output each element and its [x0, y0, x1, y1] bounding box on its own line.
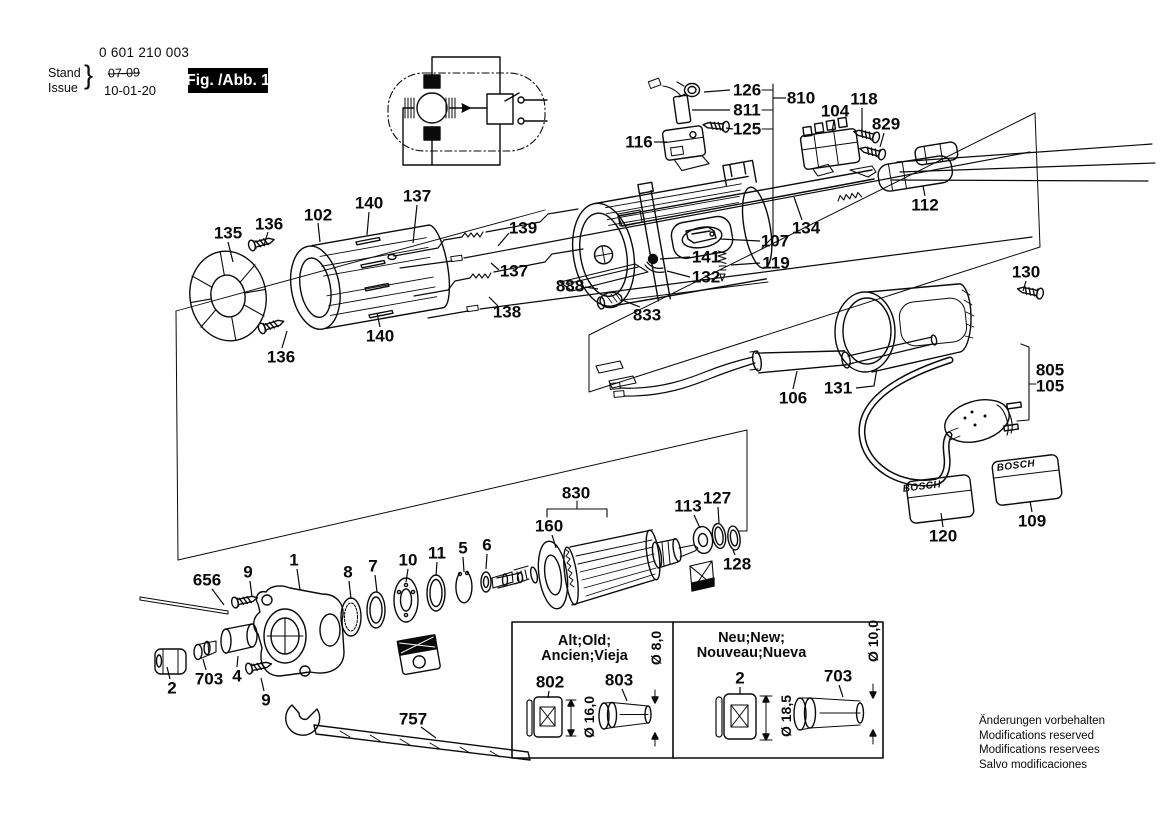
part-label-137: 137: [402, 186, 432, 206]
part-label-8: 8: [343, 562, 353, 582]
leader-line-140: [367, 212, 369, 235]
leader-line-829: [880, 133, 884, 147]
part-label-137: 137: [499, 261, 529, 281]
part-label-106: 106: [778, 388, 808, 408]
part-label-134: 134: [791, 218, 821, 238]
screw-136-top: [247, 234, 275, 251]
part-label-135: 135: [213, 223, 243, 243]
part-label-7: 7: [368, 556, 378, 576]
leader-line-127: [718, 507, 719, 523]
part-label-116: 116: [625, 132, 653, 152]
leader-line-7: [375, 575, 377, 592]
wiring-schematic-drawing: [388, 57, 547, 165]
leader-line-137: [413, 205, 417, 243]
part-label-10: 10: [398, 550, 418, 570]
legal-footer: [979, 714, 1105, 772]
leader-line-113: [694, 515, 700, 528]
collet-703: [194, 641, 216, 660]
leader-line-656: [212, 589, 224, 605]
part-label-127: 127: [702, 488, 732, 508]
part-label-830: 830: [561, 483, 591, 503]
leader-line-109: [1030, 501, 1032, 512]
part-label-4: 4: [232, 666, 242, 686]
leader-line-11: [436, 562, 437, 576]
part-label-136: 136: [254, 214, 284, 234]
leader-line-107: [720, 239, 760, 241]
part-label-5: 5: [458, 538, 468, 558]
part-label-888: 888: [555, 276, 585, 296]
leader-line-1: [297, 569, 300, 590]
terminal-block: [690, 561, 714, 591]
part-label-2: 2: [167, 678, 177, 698]
leader-line-119: [731, 263, 760, 265]
part-label-113: 113: [674, 496, 702, 516]
part-label-6: 6: [482, 535, 492, 555]
part-label-9: 9: [261, 690, 271, 710]
screw-130: [1016, 284, 1044, 300]
part-label-131: 131: [823, 378, 853, 398]
part-label-141: 141: [691, 247, 721, 267]
rod-656: [140, 597, 228, 614]
leader-line-757: [421, 727, 436, 738]
part-label-104: 104: [820, 101, 850, 121]
leader-line-5: [463, 557, 464, 572]
dot-141: [649, 255, 658, 264]
part-label-805: 805: [1035, 360, 1065, 380]
footer-line-de: Änderungen vorbehalten: [979, 715, 1105, 727]
bracket-830: [547, 501, 607, 517]
figure-badge: Fig. /Abb. 1: [188, 68, 268, 93]
part-label-120: 120: [928, 526, 958, 546]
part-label-160: 160: [534, 516, 564, 536]
leader-line-703: [203, 659, 206, 670]
part-label-829: 829: [871, 114, 901, 134]
part-label-132: 132: [691, 267, 721, 287]
leader-line-10: [406, 569, 408, 582]
dim-label: Ø 16,0: [581, 695, 597, 739]
inset-new-line2: Nouveau;Nueva: [696, 645, 807, 661]
order-number: 0 601 210 003: [99, 45, 190, 60]
part-label-126: 126: [732, 80, 762, 100]
armature-830: [492, 529, 698, 610]
leader-line-4: [237, 656, 238, 667]
suppressor-811: [648, 78, 691, 124]
part-label-811: 811: [733, 100, 761, 120]
dim-label: Ø 10,0: [865, 619, 881, 663]
issue-date: 10-01-20: [104, 83, 157, 98]
part-label-703: 703: [194, 669, 224, 689]
part-label-703: 703: [823, 666, 853, 686]
leader-line-888: [585, 287, 598, 289]
part-label-140: 140: [354, 193, 384, 213]
brand-logo-text: BOSCH: [902, 479, 942, 495]
brand-logo-text: BOSCH: [996, 458, 1036, 474]
issue-label: Issue: [48, 81, 78, 95]
stand-label: Stand: [48, 66, 81, 80]
part-label-656: 656: [192, 570, 222, 590]
leader-line-102: [318, 223, 320, 242]
superseded-date: 07-09: [107, 65, 141, 81]
leader-line-134: [794, 197, 802, 220]
leader-line-9: [250, 581, 252, 597]
part-label-757: 757: [398, 709, 428, 729]
part-label-102: 102: [303, 205, 333, 225]
part-label-112: 112: [911, 195, 939, 215]
screw-829b: [858, 143, 886, 160]
ring-127: [711, 523, 727, 550]
leader-line-112: [923, 186, 925, 196]
part-label-1: 1: [289, 550, 299, 570]
leader-line-132: [667, 271, 690, 277]
bracket-805-105: [1017, 344, 1036, 421]
part-label-125: 125: [732, 119, 762, 139]
leader-line-137: [491, 263, 499, 270]
spacer-rings: [341, 572, 523, 637]
terminal-chips: [596, 361, 636, 388]
inset-old-line2: Ancien;Vieja: [541, 648, 628, 664]
leader-line-803: [622, 689, 627, 701]
leader-line-2: [167, 667, 170, 679]
part-label-140: 140: [365, 326, 395, 346]
screw-9-top: [231, 593, 259, 609]
part-label-2: 2: [735, 668, 745, 688]
part-label-136: 136: [266, 347, 296, 367]
leader-line-139: [498, 233, 509, 246]
inset-old-title: [517, 634, 652, 664]
part-label-833: 833: [632, 305, 662, 325]
lever-107: [686, 227, 716, 243]
part-label-118: 118: [850, 89, 878, 109]
part-label-138: 138: [492, 302, 522, 322]
leader-line-106: [793, 371, 797, 389]
bracket-810: [762, 84, 773, 248]
clamp-nut-2: [155, 649, 186, 674]
part-label-11: 11: [428, 543, 446, 563]
inset-new-line1: Neu;New;: [718, 630, 785, 646]
switch-104: [798, 116, 861, 177]
footer-line-es: Salvo modificaciones: [979, 758, 1088, 771]
leader-line-136: [282, 331, 287, 348]
part-label-803: 803: [604, 670, 634, 690]
part-label-802: 802: [535, 672, 565, 692]
dim-label: Ø 8,0: [648, 630, 664, 666]
brace-glyph: }: [84, 60, 94, 90]
twin-leads: [610, 357, 755, 397]
part-label-810: 810: [786, 88, 816, 108]
sleeve-4: [221, 624, 257, 653]
footer-line-fr: Modifications reservees: [979, 744, 1100, 756]
part-label-107: 107: [760, 231, 790, 251]
leader-line-126: [704, 90, 730, 92]
part-label-9: 9: [243, 562, 253, 582]
inset-old-line1: Alt;Old;: [557, 633, 612, 649]
spring-835: [837, 192, 862, 201]
part-label-119: 119: [762, 253, 790, 273]
lock-block: [397, 635, 440, 675]
part-label-139: 139: [508, 218, 538, 238]
part-label-128: 128: [722, 554, 752, 574]
footer-line-en: Modifications reserved: [979, 729, 1095, 742]
field-lead-rods: [356, 144, 1155, 318]
leader-line-6: [486, 554, 487, 569]
leader-line-9: [261, 678, 264, 691]
screw-125: [703, 119, 730, 132]
ring-128: [726, 525, 741, 550]
part-label-105: 105: [1035, 376, 1065, 396]
motor-housing-drawing: [562, 159, 779, 314]
dim-label: Ø 18,5: [778, 694, 794, 738]
switch-support-116: [662, 125, 709, 172]
part-label-130: 130: [1011, 262, 1041, 282]
leader-line-8: [349, 581, 351, 599]
inset-new-title: [684, 631, 819, 661]
leader-line-703: [839, 685, 843, 697]
part-label-109: 109: [1017, 511, 1047, 531]
